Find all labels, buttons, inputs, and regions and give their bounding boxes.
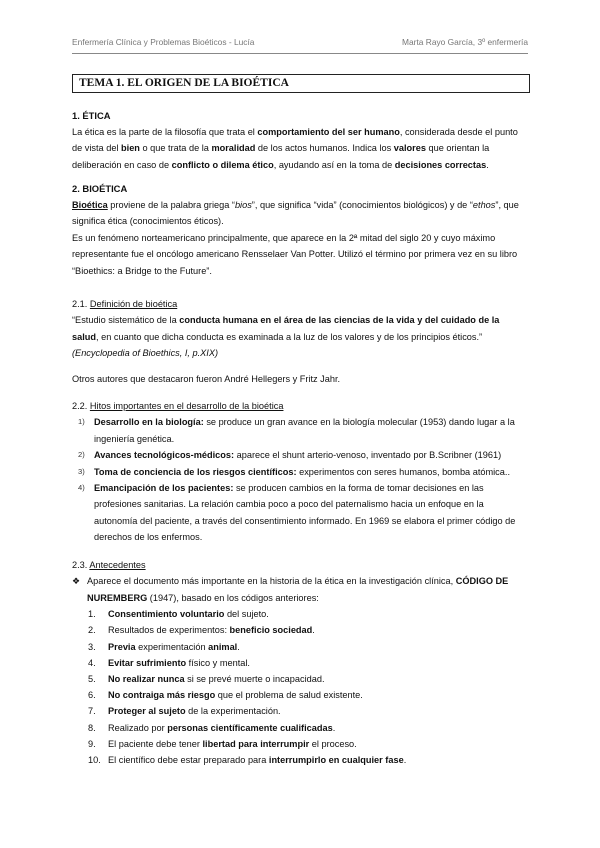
nuremberg-item: 6. No contraiga más riesgo que el problema de salud existente.: [88, 690, 363, 701]
etica-heading: 1. ÉTICA: [72, 110, 111, 121]
hitos-list: [72, 414, 528, 545]
nuremberg-list: [72, 606, 528, 768]
definicion-heading: 2.1. Definición de bioética: [72, 299, 178, 309]
section-definicion: [72, 296, 528, 362]
nuremberg-item: 1. Consentimiento voluntario del sujeto.: [88, 609, 269, 620]
hitos-heading: 2.2. Hitos importantes en el desarrollo de la bioética: [72, 401, 284, 411]
antecedentes-intro: ❖ Aparece el documento más importante en la historia de la ética en la investigación clínica, CÓDIGO DE NUREMBERG (1947), basado en los códigos anteriores:: [72, 573, 528, 606]
nuremberg-item: 4. Evitar sufrimiento físico y mental.: [88, 657, 250, 668]
etica-paragraph: La ética es la parte de la filosofía que trata el comportamiento del ser humano, considerada desde el punto de vista del bien o que trata de la moralidad de los actos humanos. Indica los valores que orientan la deliberación en caso de conflicto o dilema ético, ayudando así en la toma de decisiones correctas.: [72, 127, 518, 170]
bioetica-paragraph-2: Es un fenómeno norteamericano principalmente, que aparece en la 2ª mitad del siglo 20 y cuyo máximo representante fue el oncólogo americano Rensselaer Van Potter. Utilizó el término por primera vez en su libro “Bioethics: a Bridge to the Future”.: [72, 232, 518, 276]
nuremberg-item: 2. Resultados de experimentos: beneficio sociedad.: [88, 625, 315, 636]
otros-autores: Otros autores que destacaron fueron André Hellegers y Fritz Jahr.: [72, 374, 341, 384]
header-rule: [72, 53, 528, 54]
bioetica-paragraph-1: Bioética proviene de la palabra griega “bios”, que significa “vida” (conocimientos biológicos) y de “ethos”, que significa ética (conocimientos éticos).: [72, 200, 519, 227]
page-title: TEMA 1. EL ORIGEN DE LA BIOÉTICA: [79, 77, 289, 89]
nuremberg-item: 3. Previa experimentación animal.: [88, 641, 240, 652]
header-left: Enfermería Clínica y Problemas Bioéticos - Lucía: [72, 37, 255, 47]
antecedentes-heading: 2.3. Antecedentes: [72, 560, 146, 570]
diamond-bullet-icon: ❖: [72, 576, 81, 587]
section-hitos: [72, 398, 528, 546]
bioetica-heading: 2. BIOÉTICA: [72, 183, 128, 194]
section-bioetica: [72, 181, 528, 279]
section-etica: [72, 108, 528, 173]
hito-item: 1) Desarrollo en la biología: se produce un gran avance en la biología molecular (1953) dando lugar a la ingeniería genética.: [78, 417, 515, 444]
hito-item: 2) Avances tecnológicos-médicos: aparece el shunt arterio-venoso, inventado por B.Scribner (1961): [78, 450, 502, 461]
title-box: [72, 74, 530, 93]
hito-item: 3) Toma de conciencia de los riesgos científicos: experimentos con seres humanos, bomba atómica..: [78, 466, 510, 477]
nuremberg-item: 5. No realizar nunca si se prevé muerte o incapacidad.: [88, 674, 325, 685]
nuremberg-item: 10. El científico debe estar preparado para interrumpirlo en cualquier fase.: [88, 755, 407, 766]
nuremberg-item: 9. El paciente debe tener libertad para interrumpir el proceso.: [88, 738, 357, 749]
definicion-quote: “Estudio sistemático de la conducta humana en el área de las ciencias de la vida y del cuidado de la salud, en cuanto que dicha conducta es examinada a la luz de los valores y de los principios éticos.” (Encyclopedia of Bioethics, I, p.XIX): [72, 315, 500, 359]
header-right: Marta Rayo García, 3º enfermería: [402, 37, 528, 47]
nuremberg-item: 7. Proteger al sujeto de la experimentación.: [88, 706, 281, 717]
nuremberg-item: 8. Realizado por personas científicamente cualificadas.: [88, 722, 336, 733]
hito-item: 4) Emancipación de los pacientes: se producen cambios en la forma de tomar decisiones en las profesiones sanitarias. La relación cambia poco a poco del paternalismo hacia un enfoque en la autonomía del paciente, a través del consentimiento informado. En 1969 se elabora el primer código de derechos de los enfermos.: [78, 483, 516, 543]
page-header: [72, 37, 528, 47]
section-antecedentes: [72, 557, 528, 768]
